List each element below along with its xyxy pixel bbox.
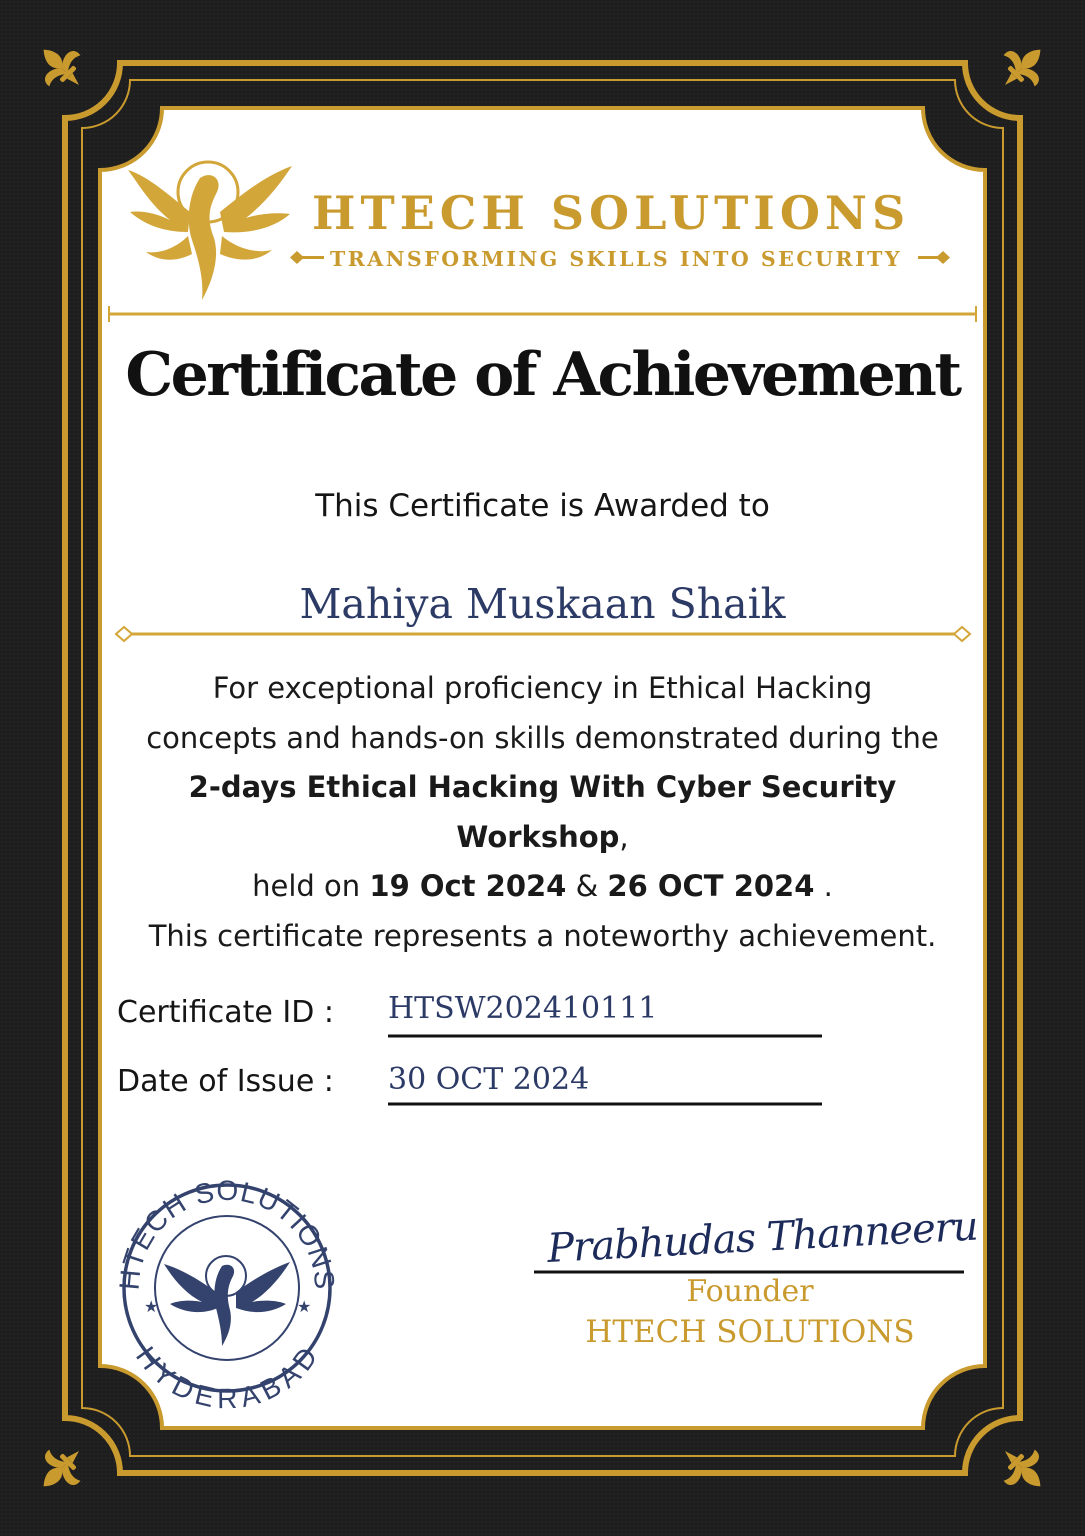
svg-text:★: ★	[297, 1297, 312, 1316]
body-line-1: For exceptional proficiency in Ethical Hacking	[212, 671, 873, 705]
signatory-company: HTECH SOLUTIONS	[585, 1314, 915, 1350]
awarded-to-label: This Certificate is Awarded to	[315, 488, 770, 524]
seal-bottom-text: HYDERABAD	[130, 1340, 324, 1415]
fleur-corner-top-right-icon	[989, 34, 1056, 101]
brand-tagline: TRANSFORMING SKILLS INTO SECURITY	[330, 247, 903, 271]
certificate-id-value: HTSW202410111	[388, 991, 658, 1026]
event-date-2: 26 OCT 2024	[607, 869, 815, 903]
issue-date-label: Date of Issue :	[117, 1064, 334, 1099]
fleur-corner-bottom-left-icon	[28, 1435, 95, 1502]
event-date-1: 19 Oct 2024	[369, 869, 567, 903]
certificate-title: Certificate of Achievement	[125, 340, 960, 410]
fleur-corner-top-left-icon	[28, 34, 95, 101]
svg-text:★: ★	[144, 1297, 159, 1316]
fleur-corner-bottom-right-icon	[989, 1435, 1056, 1502]
workshop-name-line-1: 2-days Ethical Hacking With Cyber Security	[188, 770, 897, 804]
signature: Prabhudas Thanneeru	[546, 1203, 979, 1272]
brand-name: HTECH SOLUTIONS	[312, 186, 911, 240]
closing-line: This certificate represents a noteworthy achievement.	[148, 918, 937, 953]
workshop-name-line-2: Workshop,	[456, 819, 629, 854]
signatory-role: Founder	[686, 1274, 814, 1309]
seal-top-text: HTECH SOLUTIONS	[113, 1174, 341, 1292]
issue-date-value: 30 OCT 2024	[388, 1062, 590, 1097]
recipient-name: Mahiya Muskaan Shaik	[299, 580, 786, 628]
certificate-id-label: Certificate ID :	[117, 995, 334, 1030]
body-line-2: concepts and hands-on skills demonstrated during the	[146, 720, 939, 755]
held-on-line: held on 19 Oct 2024 & 26 OCT 2024 .	[252, 869, 833, 903]
certificate-body	[0, 664, 1085, 961]
